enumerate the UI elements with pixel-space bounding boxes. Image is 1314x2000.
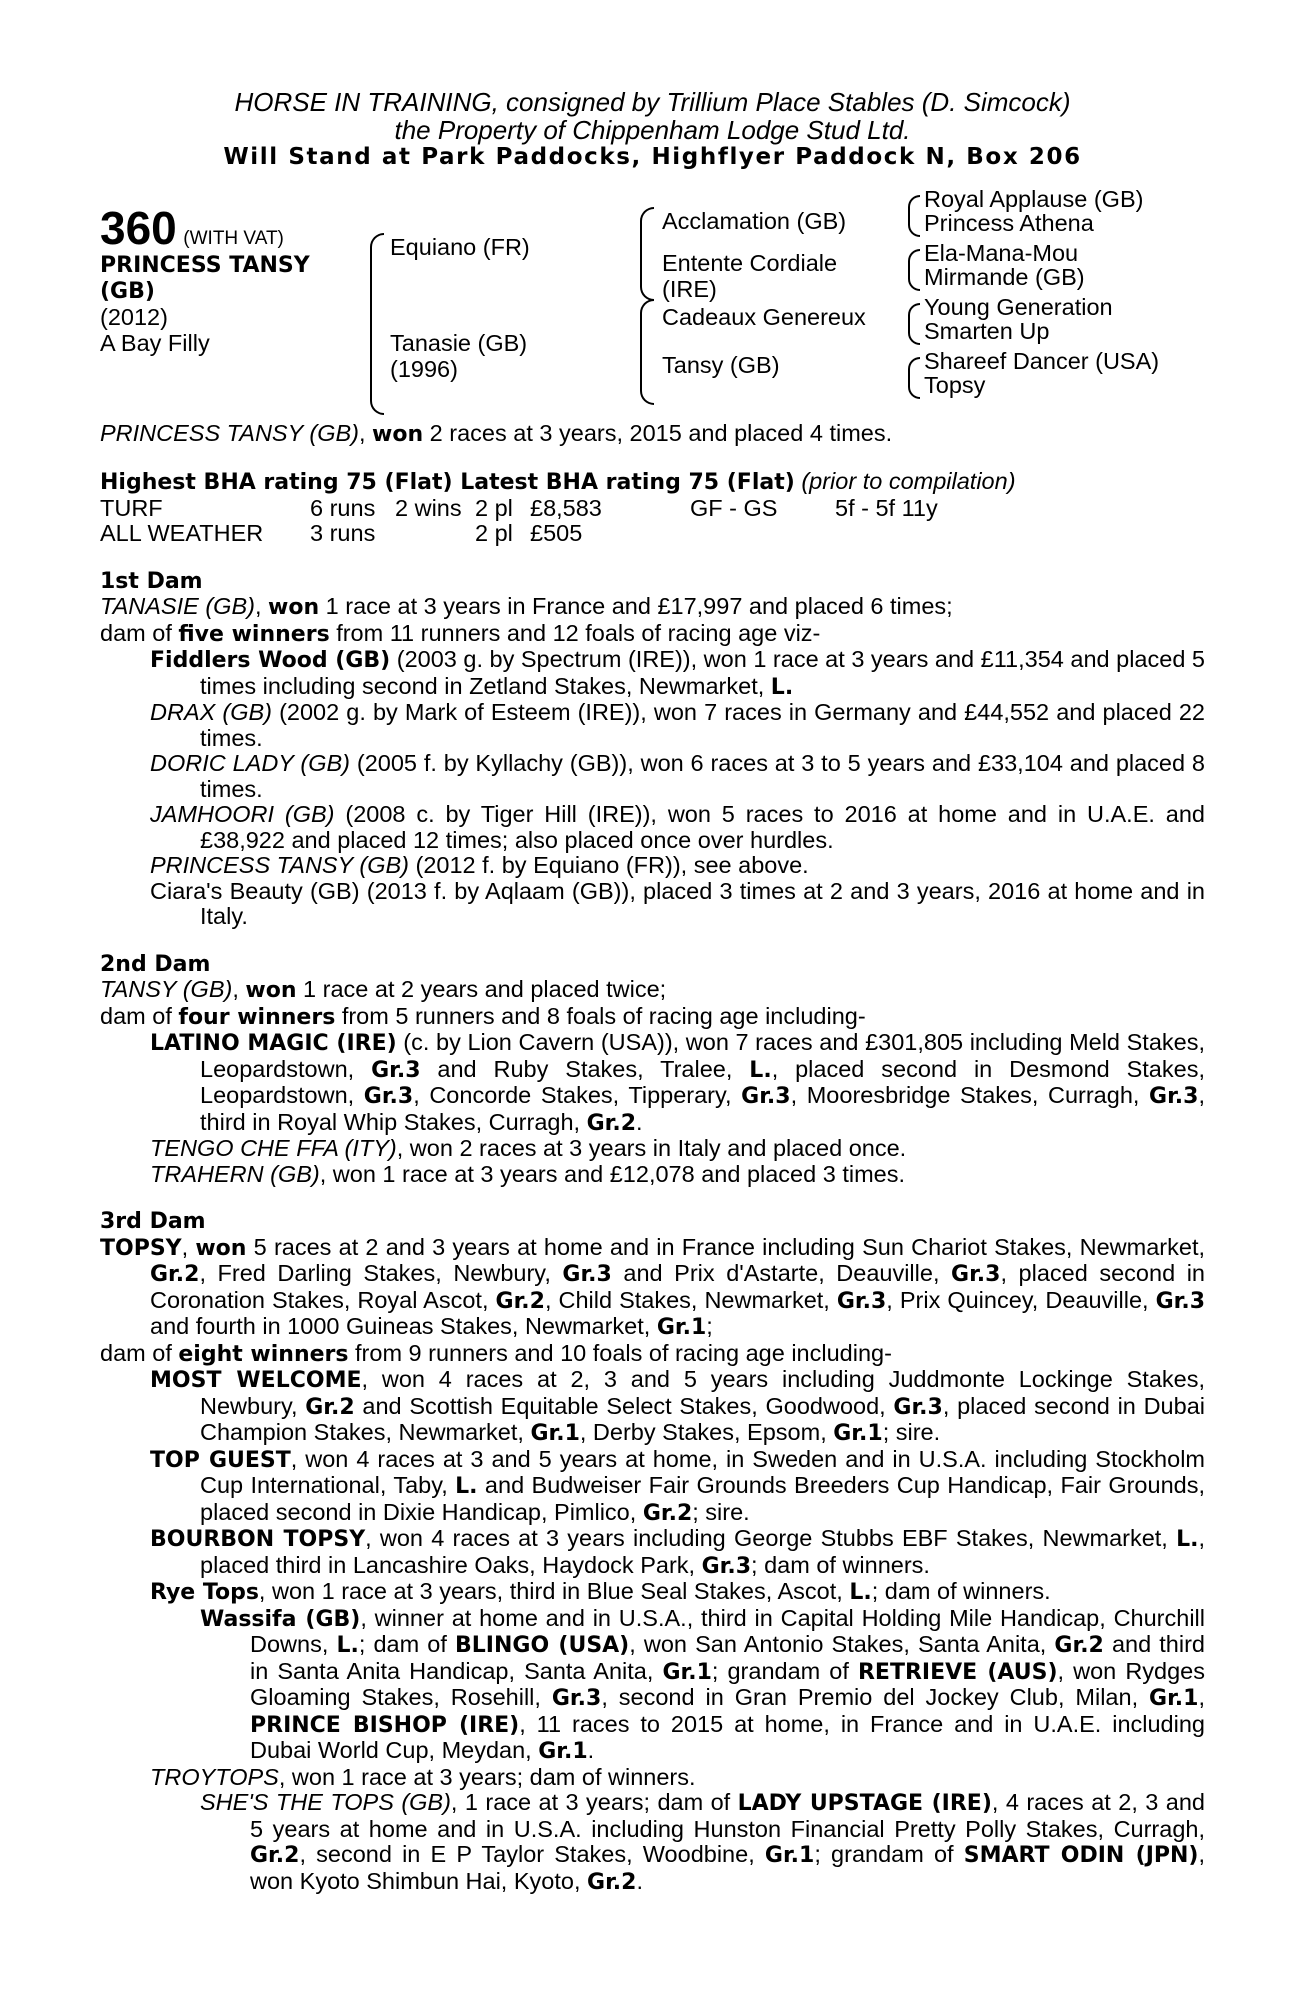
brace-3b xyxy=(908,249,920,291)
second-dam-produce: dam of four winners from 5 runners and 8 foals of racing age including- xyxy=(100,1002,866,1030)
summary-line: PRINCESS TANSY (GB), won 2 races at 3 years, 2015 and placed 4 times. xyxy=(100,419,893,447)
third-dam-foal-2: TOP GUEST, won 4 races at 3 and 5 years at home, in Sweden and in U.S.A. including Stockholm Cup International, Taby, L. and Budweiser Fair Grounds Breeders Cup Handicap, Fair Grounds, placed second in Dixie Handicap, Pimlico, Gr.2; sire. xyxy=(150,1445,1205,1526)
third-dam-foal-4: Rye Tops, won 1 race at 3 years, third in Blue Seal Stakes, Ascot, L.; dam of winners. xyxy=(150,1578,1051,1605)
lot-number: 360 xyxy=(100,201,177,254)
sire-sire-dam: Princess Athena xyxy=(924,209,1094,236)
record-row-aw: ALL WEATHER 3 runs 2 pl £505 xyxy=(100,520,583,546)
third-dam-granddaughter-1: Wassifa (GB), winner at home and in U.S.A., third in Capital Holding Mile Handicap, Churchill Downs, L.; dam of BLINGO (USA), won San Antonio Stakes, Santa Anita, Gr.2 and third in Santa Anita Handicap, Santa Anita, Gr.1; grandam of RETRIEVE (AUS), won Rydges Gloaming Stakes, Rosehill, Gr.3, second in Gran Premio del Jockey Club, Milan, Gr.1, PRINCE BISHOP (IRE), 11 races to 2015 at home, in France and in U.A.E. including Dubai World Cup, Meydan, Gr.1. xyxy=(200,1604,1205,1764)
second-dam-foal-1: LATINO MAGIC (IRE) (c. by Lion Cavern (USA)), won 7 races and £301,805 including Meld Stakes, Leopardstown, Gr.3 and Ruby Stakes, Tralee, L., placed second in Desmond Stakes, Leopardstown, Gr.3, Concorde Stakes, Tipperary, Gr.3, Mooresbridge Stakes, Curragh, Gr.3, third in Royal Whip Stakes, Curragh, Gr.2. xyxy=(150,1029,1205,1136)
lot-name: PRINCESS TANSY xyxy=(100,252,310,278)
catalogue-page xyxy=(100,88,1205,1895)
first-dam-foal-6: Ciara's Beauty (GB) (2013 f. by Aqlaam (GB)), placed 3 times at 2 and 3 years, 2016 at home and in Italy. xyxy=(150,877,1205,929)
header-line-3: Will Stand at Park Paddocks, Highflyer Paddock N, Box 206 xyxy=(223,144,1082,170)
third-dam-foal-5: TROYTOPS, won 1 race at 3 years; dam of winners. xyxy=(150,1763,696,1790)
record-row-turf: TURF 6 runs 2 wins 2 pl £8,583 GF - GS 5f - 5f 11y xyxy=(100,494,938,521)
sire: Equiano (FR) xyxy=(390,233,530,260)
first-dam-foal-5: PRINCESS TANSY (GB) (2012 f. by Equiano (FR)), see above. xyxy=(150,852,809,878)
dam-dam-sire: Shareef Dancer (USA) xyxy=(924,347,1160,374)
lot-number-line xyxy=(100,201,284,254)
first-dam-foal-4: JAMHOORI (GB) (2008 c. by Tiger Hill (IRE)), won 5 races to 2016 at home and in U.A.E. and £38,922 and placed 12 times; also placed once over hurdles. xyxy=(150,801,1205,853)
second-dam-foal-3: TRAHERN (GB), won 1 race at 3 years and £12,078 and placed 3 times. xyxy=(150,1160,905,1187)
lot-country: (GB) xyxy=(100,278,155,304)
header-line-1: HORSE IN TRAINING, consigned by Trillium Place Stables (D. Simcock) xyxy=(234,87,1071,117)
brace-3c xyxy=(908,303,920,345)
third-dam-produce: dam of eight winners from 9 runners and 10 foals of racing age including- xyxy=(100,1339,892,1367)
second-dam-intro: TANSY (GB), won 1 race at 2 years and placed twice; xyxy=(100,976,667,1003)
second-dam-foal-2: TENGO CHE FFA (ITY), won 2 races at 3 years in Italy and placed once. xyxy=(150,1135,907,1161)
vat-label: (WITH VAT) xyxy=(183,227,284,249)
sire-dam-1: Entente Cordiale xyxy=(662,249,838,276)
first-dam-foal-1: Fiddlers Wood (GB) (2003 g. by Spectrum (IRE)), won 1 race at 3 years and £11,354 and placed 5 times including second in Zetland Stakes, Newmarket, L. xyxy=(150,646,1205,700)
lot-description: A Bay Filly xyxy=(100,329,210,356)
brace-3d xyxy=(908,357,920,399)
pedigree-block xyxy=(100,185,1205,451)
sire-dam-sire: Ela-Mana-Mou xyxy=(924,239,1079,266)
brace-2a xyxy=(640,207,654,301)
dam-sire: Cadeaux Genereux xyxy=(662,303,866,330)
first-dam-foal-2: DRAX (GB) (2002 g. by Mark of Esteem (IRE)), won 7 races in Germany and £44,552 and placed 22 times. xyxy=(150,699,1205,751)
sire-dam-2: (IRE) xyxy=(662,275,717,302)
brace-3a xyxy=(908,195,920,237)
sire-sire: Acclamation (GB) xyxy=(662,207,847,234)
rating-line: Highest BHA rating 75 (Flat) Latest BHA rating 75 (Flat) (prior to compilation) xyxy=(100,468,1016,495)
brace-1 xyxy=(370,233,384,415)
third-dam-granddaughter-2: SHE'S THE TOPS (GB), 1 race at 3 years; dam of LADY UPSTAGE (IRE), 4 races at 2, 3 and 5 years at home and in U.S.A. including Hunston Financial Pretty Polly Stakes, Curragh, Gr.2, second in E P Taylor Stakes, Woodbine, Gr.1; grandam of SMART ODIN (JPN), won Kyoto Shimbun Hai, Kyoto, Gr.2. xyxy=(200,1789,1206,1895)
brace-2b xyxy=(640,299,654,405)
sire-sire-sire: Royal Applause (GB) xyxy=(924,185,1144,212)
second-dam-heading: 2nd Dam xyxy=(100,951,211,977)
dam-sire-dam: Smarten Up xyxy=(924,317,1050,344)
first-dam-heading: 1st Dam xyxy=(100,568,203,594)
sire-dam-dam: Mirmande (GB) xyxy=(924,263,1085,290)
dam: Tanasie (GB) xyxy=(390,329,528,356)
third-dam-foal-1: MOST WELCOME, won 4 races at 2, 3 and 5 years including Juddmonte Lockinge Stakes, Newbury, Gr.2 and Scottish Equitable Select Stakes, Goodwood, Gr.3, placed second in Dubai Champion Stakes, Newmarket, Gr.1, Derby Stakes, Epsom, Gr.1; sire. xyxy=(150,1366,1205,1446)
third-dam-intro: TOPSY, won 5 races at 2 and 3 years at home and in France including Sun Chariot Stakes, Newmarket, Gr.2, Fred Darling Stakes, Newbury, Gr.3 and Prix d'Astarte, Deauville, Gr.3, placed second in Coronation Stakes, Royal Ascot, Gr.2, Child Stakes, Newmarket, Gr.3, Prix Quincey, Deauville, Gr.3 and fourth in 1000 Guineas Stakes, Newmarket, Gr.1; xyxy=(100,1233,1206,1340)
first-dam-intro: TANASIE (GB), won 1 race at 3 years in France and £17,997 and placed 6 times; xyxy=(100,593,953,620)
third-dam-heading: 3rd Dam xyxy=(100,1209,206,1234)
dam-dam: Tansy (GB) xyxy=(662,351,780,378)
dam-dam-dam: Topsy xyxy=(924,371,986,398)
dam-sire-sire: Young Generation xyxy=(924,293,1113,320)
lot-year: (2012) xyxy=(100,303,168,330)
first-dam-foal-3: DORIC LADY (GB) (2005 f. by Kyllachy (GB)), won 6 races at 3 to 5 years and £33,104 and placed 8 times. xyxy=(150,750,1205,802)
third-dam-foal-3: BOURBON TOPSY, won 4 races at 3 years including George Stubbs EBF Stakes, Newmarket, L., placed third in Lancashire Oaks, Haydock Park, Gr.3; dam of winners. xyxy=(150,1525,1205,1579)
header-line-2: the Property of Chippenham Lodge Stud Ltd. xyxy=(394,115,911,145)
dam-year: (1996) xyxy=(390,355,458,382)
first-dam-produce: dam of five winners from 11 runners and 12 foals of racing age viz- xyxy=(100,619,821,647)
